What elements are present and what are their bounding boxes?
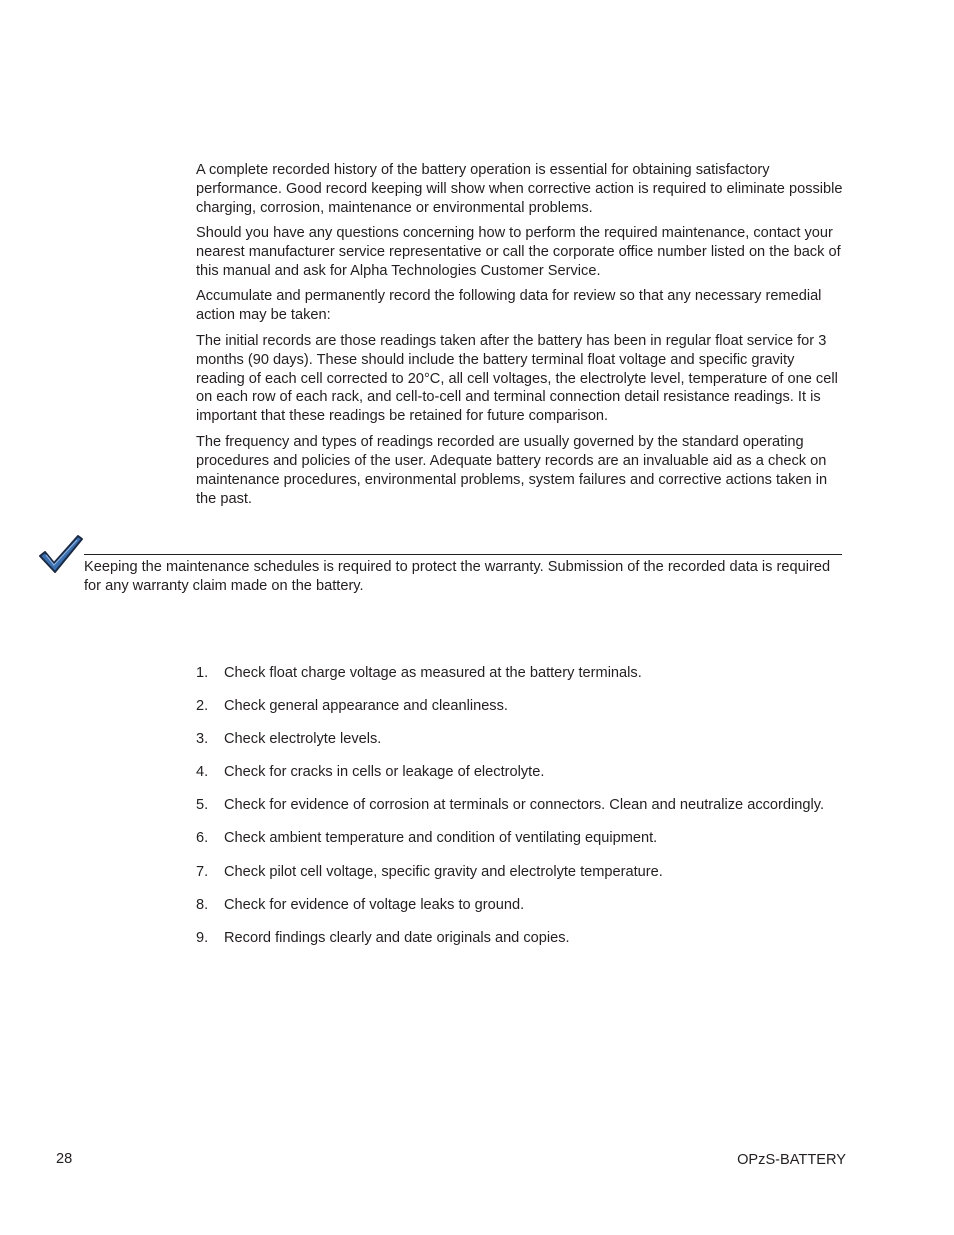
step-text: Check float charge voltage as measured at the battery terminals. bbox=[224, 665, 642, 681]
paragraph: A complete recorded history of the battery operation is essential for obtaining satisfactory performance. Good record keeping will show when corrective action is required to eliminate possible charging, corrosion, maintenance or environmental problems. bbox=[196, 162, 843, 216]
step-number: 7. bbox=[196, 863, 209, 880]
list-item bbox=[196, 829, 846, 848]
note-text: Keeping the maintenance schedules is required to protect the warranty. Submission of the recorded data is required for any warranty claim made on the battery. bbox=[84, 559, 831, 594]
step-text: Check for cracks in cells or leakage of electrolyte. bbox=[224, 764, 545, 781]
step-number: 6. bbox=[196, 830, 209, 847]
footer-doc-title: OPzS-BATTERY bbox=[737, 1152, 846, 1168]
list-item bbox=[196, 763, 846, 782]
checkmark-icon bbox=[38, 534, 84, 576]
step-text: Check ambient temperature and condition of ventilating equipment. bbox=[224, 830, 658, 847]
list-item bbox=[196, 896, 846, 915]
step-text: Check electrolyte levels. bbox=[224, 731, 382, 748]
step-number: 1. bbox=[196, 665, 209, 681]
step-text: Check for evidence of voltage leaks to ground. bbox=[224, 896, 525, 913]
page-number: 28 bbox=[56, 1151, 73, 1167]
step-number: 2. bbox=[196, 698, 209, 715]
list-item bbox=[196, 730, 846, 749]
step-text: Check pilot cell voltage, specific gravity and electrolyte temperature. bbox=[224, 863, 663, 880]
body-text bbox=[196, 161, 846, 515]
list-item bbox=[196, 697, 846, 716]
paragraph: Should you have any questions concerning how to perform the required maintenance, contact your nearest manufacturer service representative or call the corporate office number listed on the back of this manual and ask for Alpha Technologies Customer Service. bbox=[196, 225, 841, 280]
list-item bbox=[196, 664, 846, 683]
step-text: Check general appearance and cleanliness. bbox=[224, 698, 508, 715]
step-number: 9. bbox=[196, 929, 209, 946]
list-item bbox=[196, 863, 846, 882]
step-number: 5. bbox=[196, 797, 209, 814]
step-text: Record findings clearly and date originals and copies. bbox=[224, 929, 570, 946]
note-divider bbox=[84, 554, 842, 555]
list-item bbox=[196, 796, 846, 815]
list-item bbox=[196, 929, 846, 948]
step-text: Check for evidence of corrosion at terminals or connectors. Clean and neutralize accordingly. bbox=[224, 797, 824, 814]
step-number: 8. bbox=[196, 896, 209, 913]
step-number: 4. bbox=[196, 764, 209, 781]
step-number: 3. bbox=[196, 731, 209, 748]
paragraph: Accumulate and permanently record the following data for review so that any necessary remedial action may be taken: bbox=[196, 288, 822, 324]
paragraph: The initial records are those readings taken after the battery has been in regular float service for 3 months (90 days). These should include the battery terminal float voltage and specific gravity reading of each cell corrected to 20°C, all cell voltages, the electrolyte level, temperature of one cell on each row of each rack, and cell-to-cell and terminal connection detail resistance readings. It is important that these readings be retained for future comparison. bbox=[196, 332, 838, 425]
maintenance-steps-list bbox=[196, 664, 846, 962]
paragraph: The frequency and types of readings recorded are usually governed by the standard operating procedures and policies of the user. Adequate battery records are an invaluable aid as a check on maintenance procedures, environmental problems, system failures and corrective actions taken in the past. bbox=[196, 433, 828, 507]
